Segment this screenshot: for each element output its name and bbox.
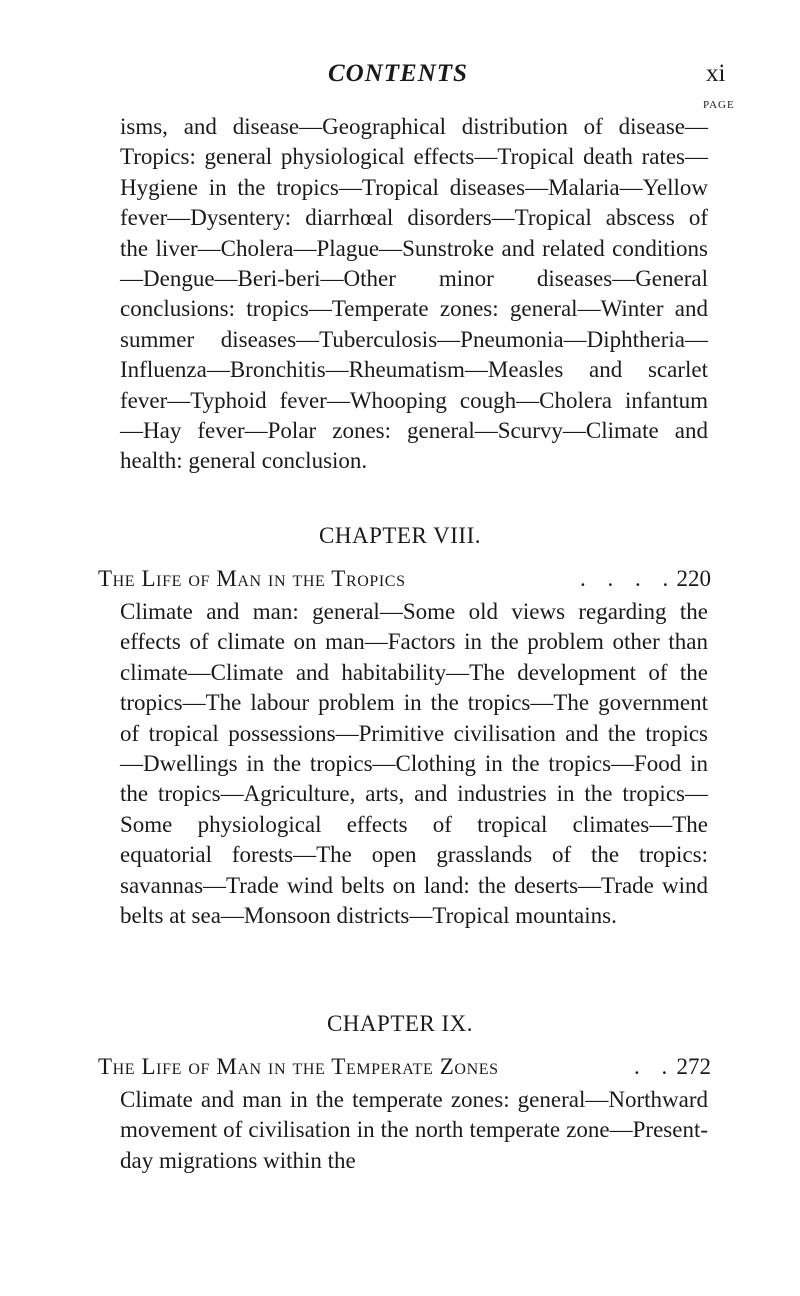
running-title: CONTENTS — [328, 60, 468, 87]
page-column-label: PAGE — [703, 99, 735, 111]
dot-leader: . . . . — [580, 566, 677, 591]
chapter-title: The Life of Man in the Tropics — [98, 566, 406, 591]
chapter-summary: Climate and man in the temperate zones: general—Northward movement of civilisation in the north temperate zone—Present-day migrations within the — [120, 1087, 708, 1173]
chapter-summary: Climate and man: general—Some old views regarding the effects of climate on man—Factors in the problem other than climate—Climate and habitability—The development of the tropics—The labour problem in the tropics—The government of tropical possessions—Primitive civilisation and the tropics—Dwellings in the tropics—Clothing in the tropics—Food in the tropics—Agriculture, arts, and industries in the tropics—Some physiological effects of tropical climates—The equatorial forests—The open grasslands of the tropics: savannas—Trade wind belts on land: the deserts—Trade wind belts at sea—Monsoon districts—Tropical mountains. — [120, 599, 708, 929]
chapter-page: 272 — [676, 1054, 711, 1079]
page-number: xi — [706, 60, 726, 87]
chapter-entry — [98, 1054, 711, 1086]
chapter-heading: CHAPTER VIII. — [319, 523, 481, 548]
chapter-heading: CHAPTER IX. — [326, 1011, 474, 1036]
chapter-page: 220 — [676, 566, 711, 591]
chapter-entry — [98, 566, 711, 598]
continuation-paragraph: isms, and disease—Geographical distribution of disease—Tropics: general physiological effects—Tropical death rates—Hygiene in the tropics—Tropical diseases—Malaria—Yellow fever—Dysentery: diarrhœal disorders—Tropical abscess of the liver—Cholera—Plague—Sunstroke and related conditions—Dengue—Beri-beri—Other minor diseases—General conclusions: tropics—Temperate zones: general—Winter and summer diseases—Tuberculosis—Pneumonia—Diphtheria—Influenza—Bronchitis—Rheumatism—Measles and scarlet fever—Typhoid fever—Whooping cough—Cholera infantum—Hay fever—Polar zones: general—Scurvy—Climate and health: general conclusion. — [120, 114, 708, 474]
chapter-title: The Life of Man in the Temperate Zones — [98, 1054, 499, 1079]
dot-leader: . . — [634, 1054, 676, 1079]
running-header — [0, 60, 800, 90]
